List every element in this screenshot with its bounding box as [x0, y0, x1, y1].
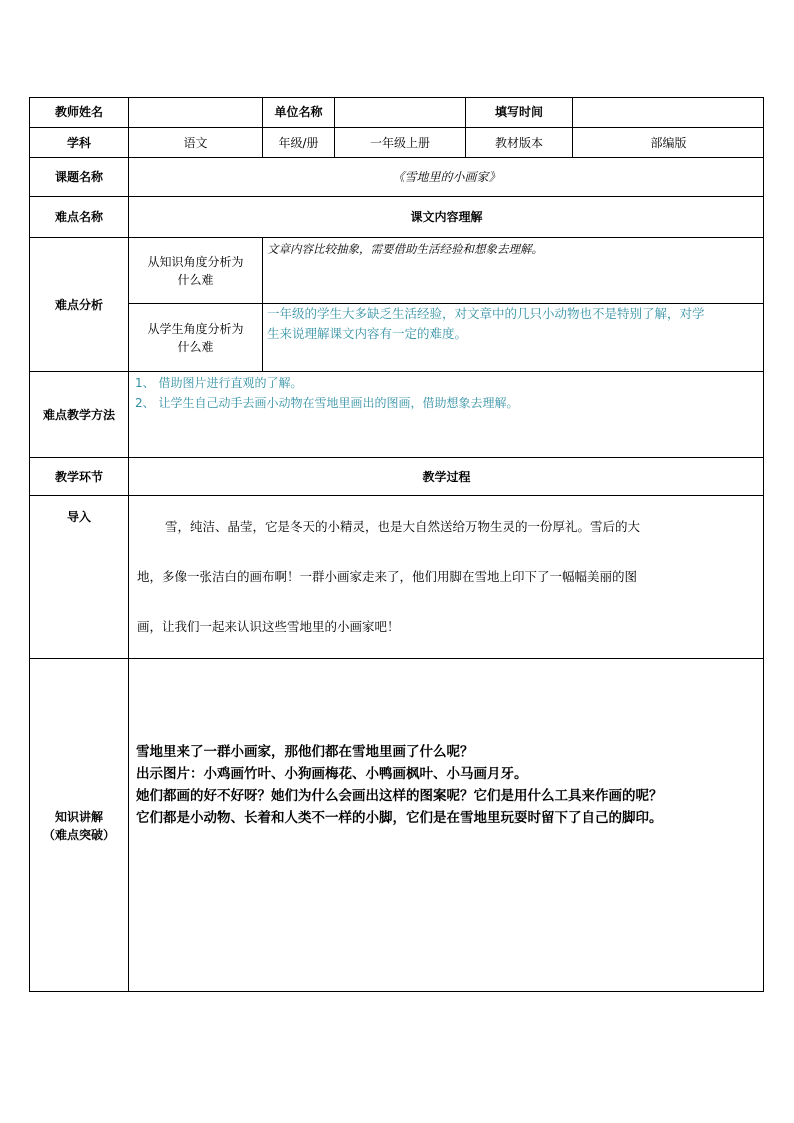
knowledge-angle-label-line2: 什么难 — [177, 272, 214, 287]
knowledge-angle-label-line1: 从知识角度分析为 — [147, 254, 244, 269]
student-angle-text-line1: 一年级的学生大多缺乏生活经验，对文章中的几只小动物也不是特别了解，对学 — [267, 306, 705, 321]
knowledge-stage-label-line2: （难点突破） — [42, 827, 115, 842]
teaching-method-item-1: 1、 借助图片进行直观的了解。 — [135, 376, 303, 390]
student-angle-label-line2: 什么难 — [177, 339, 214, 354]
teaching-method-label: 难点教学方法 — [42, 407, 115, 422]
unit-name-label: 单位名称 — [274, 105, 323, 119]
teaching-process-header: 教学过程 — [422, 469, 471, 484]
teaching-method-list — [135, 373, 762, 453]
student-angle-label — [129, 304, 262, 371]
teacher-name-field[interactable] — [129, 97, 262, 127]
edition-value: 部编版 — [650, 135, 687, 150]
teacher-name-label: 教师姓名 — [54, 105, 103, 119]
fill-date-label: 填写时间 — [494, 105, 543, 119]
intro-text-line1: 雪，纯洁、晶莹，它是冬天的小精灵，也是大自然送给万物生灵的一份厚礼。雪后的大 — [165, 519, 641, 534]
intro-text-line2: 地，多像一张洁白的画布啊！一群小画家走来了，他们用脚在雪地上印下了一幅幅美丽的图 — [137, 569, 638, 584]
edition-label: 教材版本 — [494, 135, 543, 150]
student-angle-text-line2: 生来说理解课文内容有一定的难度。 — [267, 326, 468, 341]
teaching-method-item-2: 2、 让学生自己动手去画小动物在雪地里画出的图画，借助想象去理解。 — [135, 396, 519, 410]
intro-text — [137, 517, 762, 637]
knowledge-text-line4: 它们都是小动物、长着和人类不一样的小脚，它们是在雪地里玩耍时留下了自己的脚印。 — [136, 810, 663, 826]
teaching-stage-header: 教学环节 — [54, 469, 103, 484]
knowledge-text — [136, 741, 763, 829]
knowledge-text-line2: 出示图片：小鸡画竹叶、小狗画梅花、小鸭画枫叶、小马画月牙。 — [136, 766, 528, 782]
fill-date-field[interactable] — [573, 97, 764, 127]
intro-stage-label: 导入 — [66, 510, 91, 524]
difficulty-name-value: 课文内容理解 — [410, 210, 483, 224]
subject-label: 学科 — [66, 135, 91, 150]
student-angle-text — [267, 304, 762, 371]
student-angle-label-line1: 从学生角度分析为 — [147, 321, 244, 336]
unit-name-field[interactable] — [335, 97, 465, 127]
grade-value: 一年级上册 — [369, 135, 430, 150]
lesson-title-value: 《雪地里的小画家》 — [392, 170, 501, 184]
difficulty-analysis-label: 难点分析 — [54, 297, 103, 312]
difficulty-name-label: 难点名称 — [54, 210, 103, 224]
intro-text-line3: 画，让我们一起来认识这些雪地里的小画家吧！ — [137, 619, 400, 634]
subject-value: 语文 — [183, 135, 208, 150]
knowledge-angle-label — [129, 238, 262, 303]
knowledge-text-line1: 雪地里来了一群小画家，那他们都在雪地里画了什么呢？ — [136, 744, 474, 760]
lesson-title-label: 课题名称 — [54, 170, 103, 184]
lesson-plan-table — [29, 97, 764, 992]
grade-label: 年级/册 — [278, 135, 319, 150]
knowledge-text-line3: 她们都画的好不好呀？她们为什么会画出这样的图案呢？它们是用什么工具来作画的呢？ — [136, 788, 663, 804]
knowledge-angle-text: 文章内容比较抽象，需要借助生活经验和想象去理解。 — [267, 242, 543, 256]
knowledge-stage-label-line1: 知识讲解 — [54, 809, 103, 824]
knowledge-stage-label — [29, 659, 129, 992]
